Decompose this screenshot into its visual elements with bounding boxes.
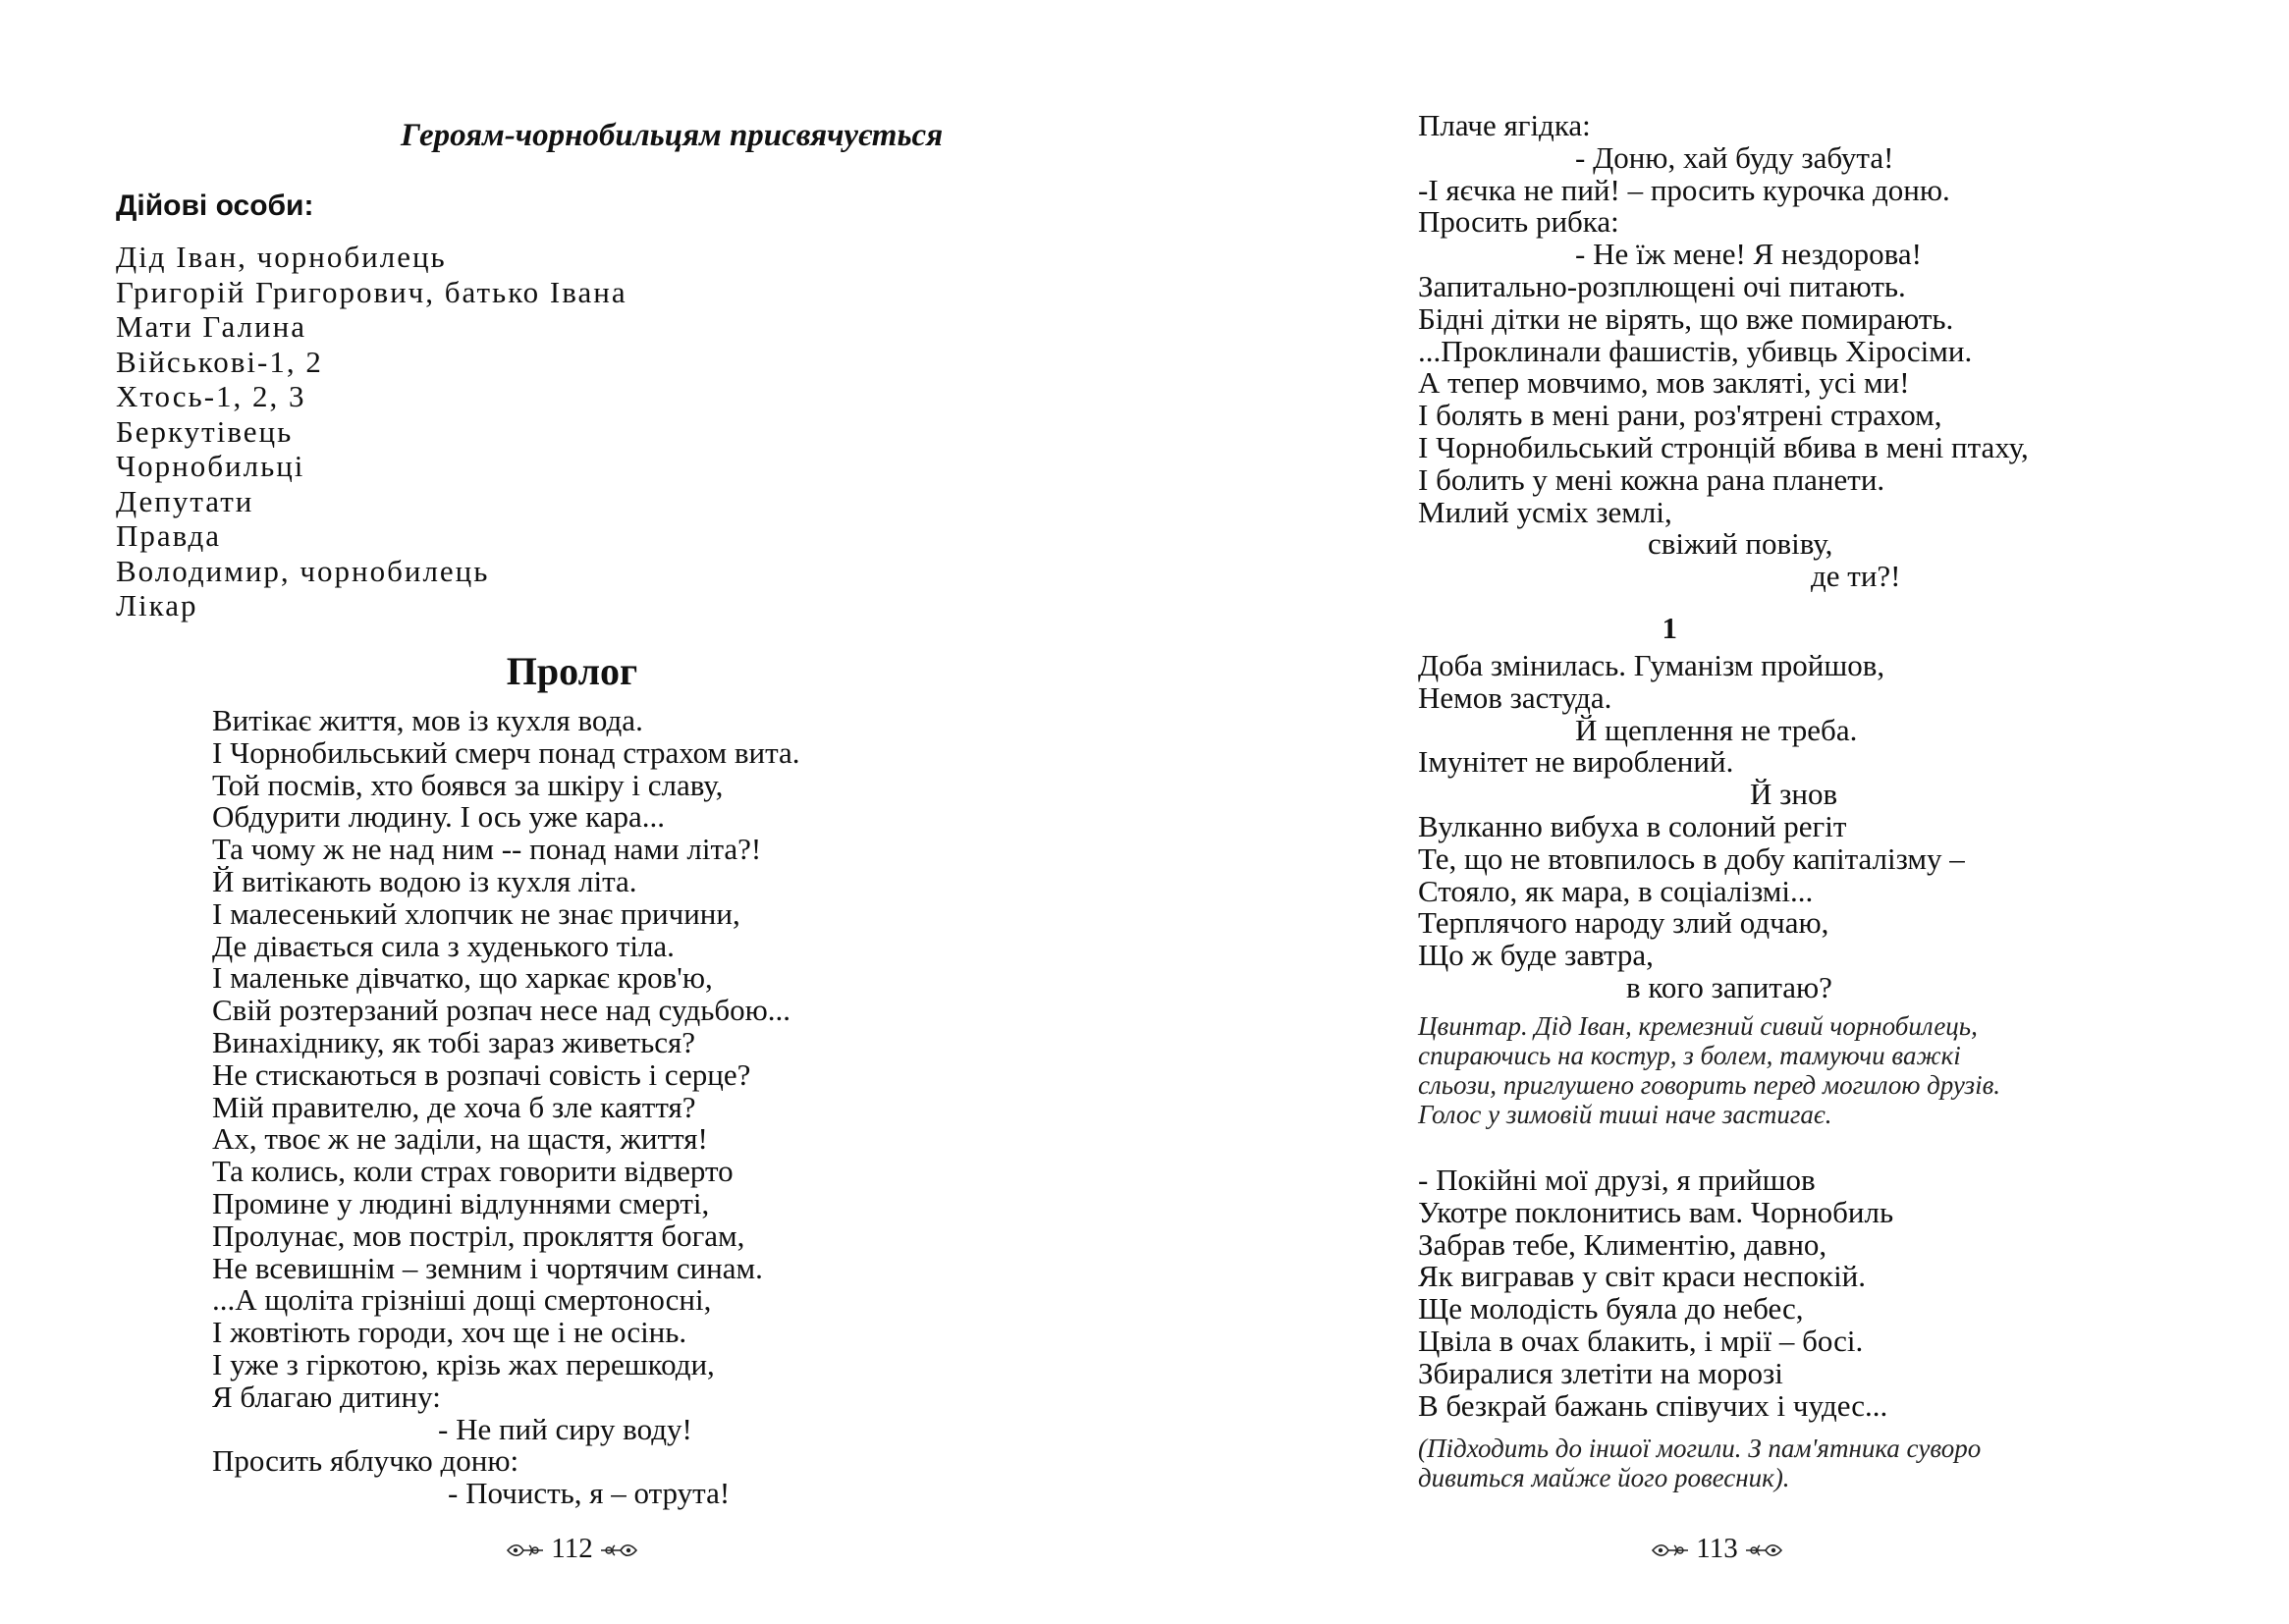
- verse-line: Запитально-розплющені очі питають.: [1418, 268, 1906, 303]
- verse-line: в кого запитаю?: [1626, 969, 1832, 1004]
- verse-line: Що ж буде завтра,: [1418, 938, 1654, 973]
- verse-line: І Чорнобильський смерч понад страхом вита.: [212, 734, 800, 770]
- verse-line: І малесенький хлопчик не знає причини,: [212, 895, 740, 931]
- verse-line: Вулканно вибуха в солоний регіт: [1418, 808, 1847, 843]
- verse-line: А тепер мовчимо, мов закляті, усі ми!: [1418, 365, 1910, 401]
- verse-line: свіжий повіву,: [1648, 526, 1833, 562]
- verse-line: Не всевишнім – земним і чортячим синам.: [212, 1250, 763, 1285]
- verse-line: Укотре поклонитись вам. Чорнобиль: [1418, 1194, 1894, 1229]
- verse-line: Як вигравав у світ краси неспокій.: [1418, 1259, 1867, 1294]
- verse-line: І болять в мені рани, роз'ятрені страхом,: [1418, 398, 1942, 433]
- section-number: 1: [1662, 611, 1677, 645]
- verse-line: Пролунає, мов постріл, прокляття богам,: [212, 1218, 745, 1253]
- verse-line: Та колись, коли страх говорити відверто: [212, 1154, 734, 1189]
- verse-line: Збиралися злетіти на морозі: [1418, 1355, 1783, 1390]
- verse-line: - Покійні мої друзі, я прийшов: [1418, 1163, 1816, 1197]
- verse-line: Де дівається сила з худенького тіла.: [212, 928, 675, 963]
- verse-line: де ти?!: [1811, 559, 1901, 594]
- verse-line: Бідні дітки не вірять, що вже помирають.: [1418, 300, 1954, 336]
- verse-line: І уже з гіркотою, крізь жах перешкоди,: [212, 1346, 715, 1381]
- verse-line: Обдурити людину. І ось уже кара...: [212, 799, 666, 835]
- stage-direction-line: Голос у зимовій тиші наче застигає.: [1418, 1100, 1832, 1129]
- verse-line: Немов застуда.: [1418, 679, 1612, 715]
- stage-direction-line: спираючись на костур, з болем, тамуючи важкі: [1418, 1041, 1961, 1070]
- verse-line: Витікає життя, мов із кухля вода.: [212, 703, 643, 737]
- verse-line: В безкрай бажань співучих і чудес...: [1418, 1387, 1888, 1423]
- verse-line: Я благаю дитину:: [212, 1379, 441, 1414]
- section-verse: [1418, 650, 1965, 1004]
- verse-line: Винахіднику, як тобі зараз живеться?: [212, 1024, 695, 1059]
- cast-item: Депутати: [116, 483, 254, 518]
- cast-heading: Дійові особи:: [116, 189, 314, 222]
- continued-verse: [1418, 110, 2029, 593]
- page-number-text: 113: [1696, 1533, 1738, 1564]
- floral-ornament-icon: [506, 1542, 545, 1559]
- page-number-text: 112: [551, 1533, 593, 1564]
- stage-direction: [1418, 1434, 1981, 1492]
- verse-line: -І яєчка не пий! – просить курочка доню.: [1418, 172, 1950, 207]
- left-page: [0, 0, 1144, 1624]
- cast-item: Хтось-1, 2, 3: [116, 379, 306, 413]
- verse-line: Та чому ж не над ним -- понад нами літа?!: [212, 832, 762, 867]
- verse-line: Доба змінилась. Гуманізм пройшов,: [1418, 648, 1885, 682]
- stage-direction-line: сльози, приглушено говорить перед могилою друзів.: [1418, 1070, 2001, 1100]
- verse-line: Й витікають водою із кухля літа.: [212, 863, 637, 898]
- stage-direction-line: Цвинтар. Дід Іван, кремезний сивий чорнобилець,: [1418, 1011, 1978, 1041]
- floral-ornament-icon: [599, 1542, 638, 1559]
- floral-ornament-icon: [1651, 1542, 1690, 1559]
- verse-line: - Не їж мене! Я нездорова!: [1575, 237, 1922, 272]
- prologue-verse: [212, 705, 800, 1510]
- stage-direction: [1418, 1011, 2000, 1129]
- verse-line: Ще молодість буяла до небес,: [1418, 1291, 1804, 1326]
- cast-item: Беркутівець: [116, 413, 294, 449]
- verse-line: Промине у людині відлуннями смерті,: [212, 1185, 710, 1220]
- floral-ornament-icon: [1744, 1542, 1783, 1559]
- verse-line: Забрав тебе, Климентію, давно,: [1418, 1226, 1827, 1262]
- prologue-title: Пролог: [506, 649, 638, 693]
- verse-line: ...Проклинали фашистів, убивць Хіросіми.: [1418, 333, 1973, 368]
- verse-line: Просить яблучко доню:: [212, 1443, 519, 1479]
- cast-list: [116, 240, 627, 623]
- verse-line: Те, що не втовпилось в добу капіталізму –: [1418, 840, 1965, 876]
- verse-line: І жовтіють городи, хоч ще і не осінь.: [212, 1315, 687, 1350]
- verse-line: Імунітет не вироблений.: [1418, 744, 1734, 780]
- verse-line: Не стискаються в розпачі совість і серце?: [212, 1056, 751, 1092]
- verse-line: Ах, твоє ж не заділи, на щастя, життя!: [212, 1121, 708, 1157]
- verse-line: Цвіла в очах блакить, і мрії – босі.: [1418, 1323, 1864, 1358]
- cast-item: Чорнобильці: [116, 449, 305, 483]
- verse-line: Стояло, як мара, в соціалізмі...: [1418, 873, 1814, 908]
- verse-line: Й знов: [1750, 777, 1838, 812]
- page-number-right: [1145, 1532, 2289, 1565]
- stage-direction-line: дивиться майже його ровесник).: [1418, 1463, 1790, 1492]
- page-number-left: [0, 1532, 1144, 1565]
- verse-line: І болить у мені кожна рана планети.: [1418, 461, 1885, 497]
- cast-item: Володимир, чорнобилець: [116, 553, 490, 588]
- verse-line: Плаче ягідка:: [1418, 108, 1591, 142]
- verse-line: - Не пий сиру воду!: [438, 1411, 692, 1446]
- cast-item: Лікар: [116, 588, 198, 623]
- verse-line: Просить рибка:: [1418, 204, 1619, 240]
- verse-line: Терплячого народу злий одчаю,: [1418, 905, 1829, 941]
- verse-line: - Доню, хай буду забута!: [1575, 139, 1894, 175]
- verse-line: І Чорнобильський стронцій вбива в мені птаху,: [1418, 429, 2029, 464]
- dedication: Героям-чорнобильцям присвячується: [401, 118, 944, 153]
- right-page: [1145, 0, 2289, 1624]
- stage-direction-line: (Підходить до іншої могили. З пам'ятника суворо: [1418, 1434, 1982, 1463]
- verse-line: І маленьке дівчатко, що харкає кров'ю,: [212, 960, 713, 996]
- cast-item: Григорій Григорович, батько Івана: [116, 274, 627, 309]
- verse-line: Мій правителю, де хоча б зле каяття?: [212, 1089, 696, 1124]
- cast-item: Мати Галина: [116, 309, 306, 344]
- verse-line: ...А щоліта грізніші дощі смертоносні,: [212, 1282, 712, 1318]
- verse-line: - Почисть, я – отрута!: [448, 1476, 731, 1511]
- cast-item: Військові-1, 2: [116, 344, 323, 379]
- cast-item: Дід Іван, чорнобилець: [116, 240, 447, 274]
- verse-line: Свій розтерзаний розпач несе над судьбою...: [212, 993, 791, 1028]
- cast-item: Правда: [116, 518, 222, 553]
- verse-line: Той посмів, хто боявся за шкіру і славу,: [212, 767, 724, 802]
- speech-verse: [1418, 1164, 1893, 1422]
- verse-line: Милий усміх землі,: [1418, 494, 1672, 529]
- verse-line: Й щеплення не треба.: [1575, 712, 1858, 747]
